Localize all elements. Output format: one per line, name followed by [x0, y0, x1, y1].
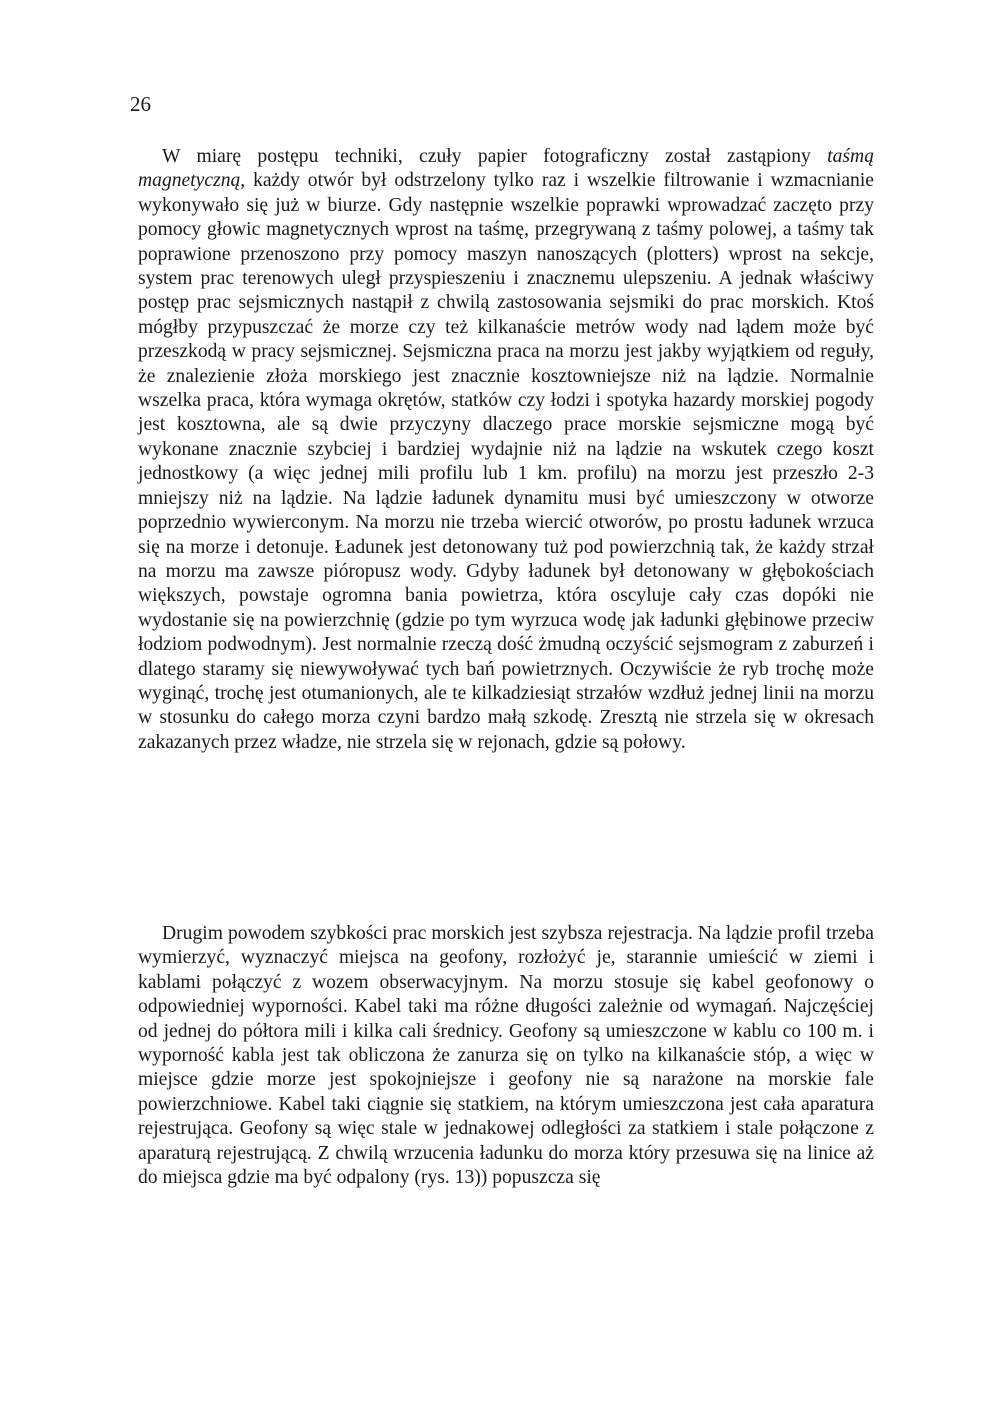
paragraph-1-rest: każdy otwór był odstrzelony tylko raz i wszelkie filtrowanie i wzmacnianie wykonywało się już w biurze. Gdy następnie wszelkie poprawki wprowadzać zaczęto przy pomocy głowic magnetycznych wprost na taśmę, przegrywaną z taśmy polowej, a taśmy tak poprawione przenoszono przy pomocy maszyn nanoszących (plotters) wprost na sekcje, system prac terenowych uległ przyspieszeniu i znacznemu ulepszeniu. A jednak właściwy postęp prac sejsmicznych nastąpił z chwilą zastosowania sejsmiki do prac morskich. Ktoś mógłby przypuszczać że morze czy też kilkanaście metrów wody nad lądem może być przeszkodą w pracy sejsmicznej. Sejsmiczna praca na morzu jest jakby wyjątkiem od reguły, że znalezienie złoża morskiego jest znacznie kosztowniejsze niż na lądzie. Normalnie wszelka praca, która wymaga okrętów, statków czy łodzi i spotyka hazardy morskiej pogody jest kosztowna, ale są dwie przyczyny dlaczego prace morskie sejsmiczne mogą być wykonane znacznie szybciej i bardziej wydajnie niż na lądzie na wskutek czego koszt jednostkowy (a więc jednej mili profilu lub 1 km. profilu) na morzu jest przeszło 2-3 mniejszy niż na lądzie. Na lądzie ładunek dynamitu musi być umieszczony w otworze poprzednio wywierconym. Na morzu nie trzeba wiercić otworów, po prostu ładunek wrzuca się na morze i detonuje. Ładunek jest detonowany tuż pod powierzchnią tak, że każdy strzał na morzu ma zawsze pióropusz wody. Gdyby ładunek był detonowany w głębokościach większych, powstaje ogromna bania powietrza, która oscyluje cały czas dopóki nie wydostanie się na powierzchnię (gdzie po tym wyrzuca wodę jak ładunki głębinowe przeciw łodziom podwodnym). Jest normalnie rzeczą dość żmudną oczyścić sejsmogram z zaburzeń i dlatego staramy się niewywoływać tych bań powietrznych. Oczywiście że ryb trochę może wyginąć, trochę jest otumanionych, ale te kilkadziesiąt strzałów wzdłuż jednej linii na morzu w stosunku do całego morza czyni bardzo małą szkodę. Zresztą nie strzela się w okresach zakazanych przez władze, nie strzela się w rejonach, gdzie są połowy.	[138, 170, 874, 753]
page-number: 26	[130, 92, 151, 116]
paragraph-2-text: Drugim powodem szybkości prac morskich jest szybsza rejestracja. Na lądzie profil trzeba wymierzyć, wyznaczyć miejsca na geofony, rozłożyć je, starannie umieścić w ziemi i kablami połączyć z wozem obserwacyjnym. Na morzu stosuje się kabel geofonowy o odpowiedniej wyporności. Kabel taki ma różne długości zależnie od wymagań. Najczęściej od jednej do półtora mili i kilka cali średnicy. Geofony są umieszczone w kablu co 100 m. i wyporność kabla jest tak obliczona że zanurza się on tylko na kilkanaście stóp, a więc w miejsce gdzie morze jest spokojniejsze i geofony nie są narażone na morskie fale powierzchniowe. Kabel taki ciągnie się statkiem, na którym umieszczona jest cała aparatura rejestrująca. Geofony są więc stale w jednakowej odległości za statkiem i stale połączone z aparaturą rejestrującą. Z chwilą wrzucenia ładunku do morza który przesuwa się na linice aż do miejsca gdzie ma być odpalony (rys. 13)) popuszcza się	[138, 923, 874, 1189]
paragraph-1-text	[138, 145, 874, 755]
paragraph-2	[138, 922, 874, 1190]
paragraph-1-start: W miarę postępu techniki, czuły papier fotograficzny został zastąpiony	[162, 146, 828, 167]
emphasis-magnetic-tape: taśmą magnetyczną,	[138, 146, 874, 192]
paragraph-1	[138, 145, 874, 755]
